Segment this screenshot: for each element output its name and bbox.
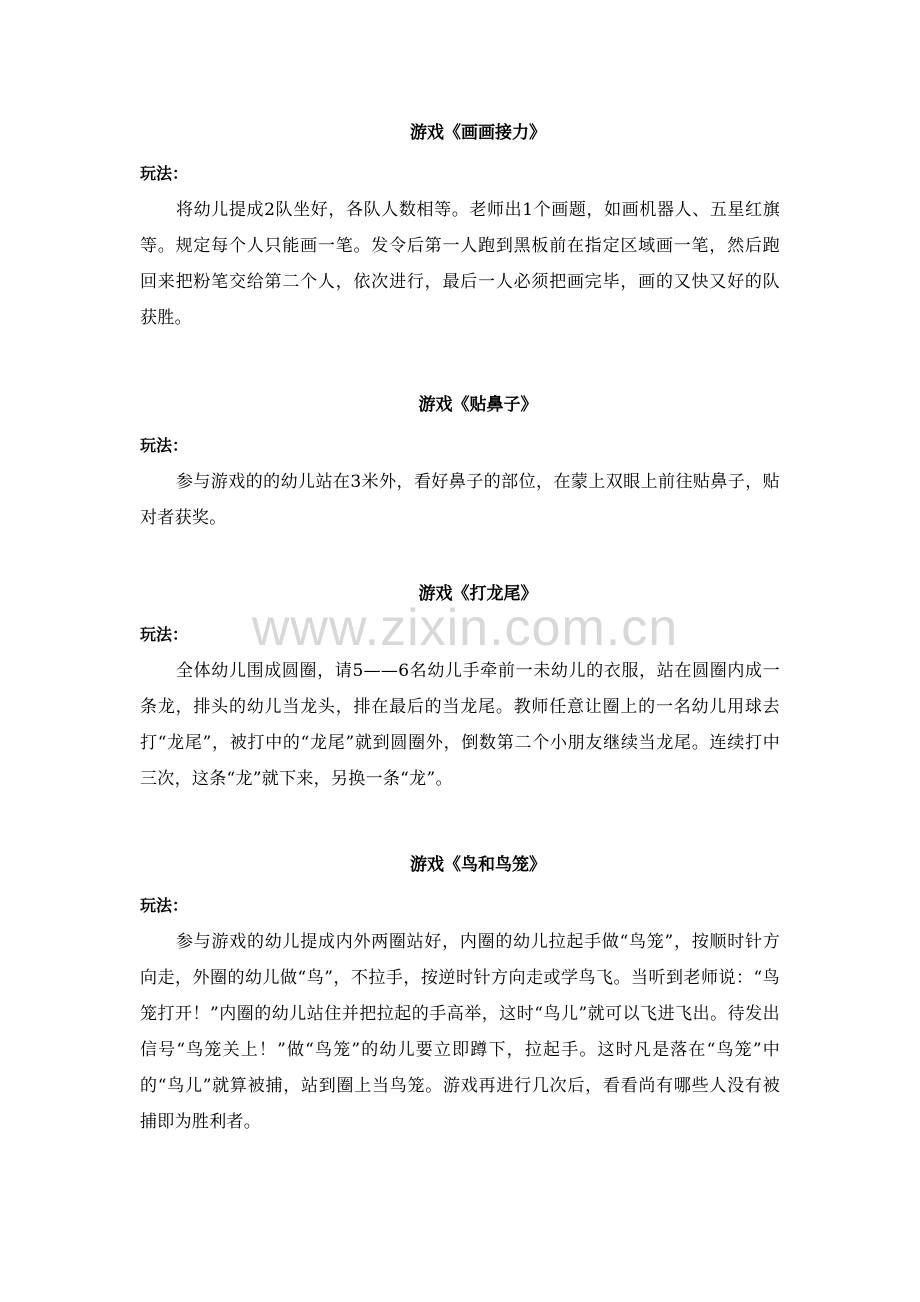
game-title: 游戏《打龙尾》 — [418, 584, 538, 604]
game-section-drawing-relay — [140, 123, 780, 336]
rules-text: 将幼儿提成2队坐好，各队人数相等。老师出1个画题，如画机器人、五星红旗等。规定每个人只能画一笔。发令后第一人跑到黑板前在指定区域画一笔，然后跑回来把粉笔交给第二个人，依次进行，最后一人必须把画完毕，画的又快又好的队获胜。 — [140, 200, 780, 328]
game-section-stick-nose — [140, 395, 780, 536]
rules-label: 玩法： — [140, 625, 189, 644]
game-section-hit-dragon-tail — [140, 584, 780, 797]
game-section-bird-and-cage — [140, 855, 780, 1140]
watermark: www.zixin.com.cn — [251, 599, 679, 657]
rules-label: 玩法： — [140, 164, 189, 183]
game-title: 游戏《画画接力》 — [410, 123, 546, 143]
rules-text: 参与游戏的的幼儿站在3米外，看好鼻子的部位，在蒙上双眼上前往贴鼻子，贴对者获奖。 — [140, 472, 780, 528]
rules-text: 全体幼儿围成圆圈，请5——6名幼儿手牵前一未幼儿的衣服，站在圆圈内成一条龙，排头的幼儿当龙头，排在最后的当龙尾。教师任意让圈上的一名幼儿用球去打“龙尾”，被打中的“龙尾”就到圆圈外，倒数第二个小朋友继续当龙尾。连续打中三次，这条“龙”就下来，另换一条“龙”。 — [140, 661, 780, 789]
game-title: 游戏《鸟和鸟笼》 — [410, 855, 546, 875]
rules-label: 玩法： — [140, 436, 189, 455]
rules-text: 参与游戏的幼儿提成内外两圈站好，内圈的幼儿拉起手做“鸟笼”，按顺时针方向走，外圈的幼儿做“鸟”，不拉手，按逆时针方向走或学鸟飞。当听到老师说：“鸟笼打开！”内圈的幼儿站住并把拉起的手高举，这时“鸟儿”就可以飞进飞出。待发出信号“鸟笼关上！”做“鸟笼”的幼儿要立即蹲下，拉起手。这时凡是落在“鸟笼”中的“鸟儿”就算被捕，站到圈上当鸟笼。游戏再进行几次后，看看尚有哪些人没有被捕即为胜利者。 — [140, 932, 780, 1132]
rules-label: 玩法： — [140, 896, 189, 915]
game-title: 游戏《贴鼻子》 — [418, 395, 538, 415]
